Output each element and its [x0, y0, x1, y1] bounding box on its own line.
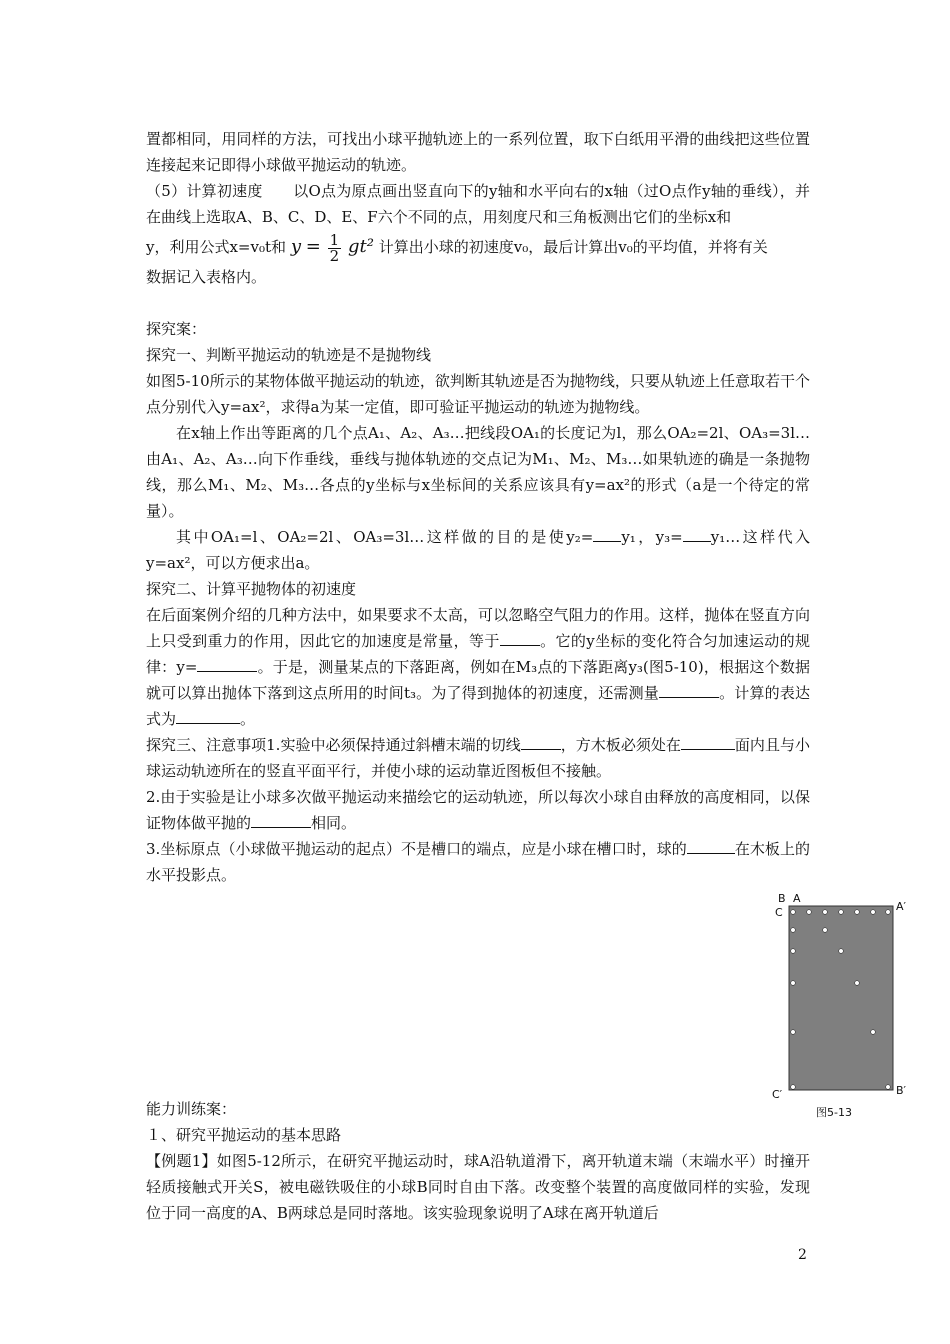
lower-text [146, 1096, 810, 1226]
blank-measure[interactable] [659, 683, 719, 698]
formula-y: y [290, 236, 301, 257]
label-c: C [775, 906, 783, 919]
label-b-prime: B′ [896, 1084, 907, 1097]
paragraph-purpose: 其中OA₁=l、OA₂=2l、OA₃=3l…这样做的目的是使y₂= y₁，y₃= y₁…这样代入y=ax²，可以方便求出a。 [146, 528, 811, 572]
dot [871, 910, 876, 915]
paragraph-trajectory: 置都相同，用同样的方法，可找出小球平抛轨迹上的一系列位置，取下白纸用平滑的曲线把这些位置连接起来记即得小球做平抛运动的轨迹。 [146, 130, 810, 174]
paragraph-parabola: 如图5-10所示的某物体做平抛运动的轨迹，欲判断其轨迹是否为抛物线，只要从轨迹上任意取若干个点分别代入y=ax²，求得a为某一定值，即可验证平抛运动的轨迹为抛物线。 [146, 372, 810, 416]
figure-5-13 [772, 890, 926, 1130]
figure-caption: 图5-13 [816, 1106, 852, 1119]
paragraph-notes-one: 探究三、注意事项1.实验中必须保持通过斜槽末端的切线 ，方木板必须处在 面内且与小球运动轨迹所在的竖直平面平行，并使小球的运动靠近图板但不接触。 [146, 736, 810, 780]
paragraph-notes-three: 3.坐标原点（小球做平抛运动的起点）不是槽口的端点，应是小球在槽口时，球的 在木板上的水平投影点。 [146, 840, 810, 884]
dot [791, 1085, 796, 1090]
dot [791, 910, 796, 915]
paragraph-table: 数据记入表格内。 [146, 268, 267, 286]
dot [839, 910, 844, 915]
dot [823, 910, 828, 915]
dot [791, 928, 796, 933]
paragraph-step5: （5）计算初速度 以O点为原点画出竖直向下的y轴和水平向右的x轴（过O点作y轴的垂线），并在曲线上选取A、B、C、D、E、F六个不同的点，用刻度尺和三角板测出它们的坐标x和 [146, 182, 810, 226]
paragraph-formula: y，利用公式x=v₀t和 y = $\frac{1}{2}$ gt² 计算出小球的初速度v₀，最后计算出v₀的平均值，并将有关 [146, 230, 768, 265]
dot [855, 981, 860, 986]
dot [823, 928, 828, 933]
dot [886, 910, 891, 915]
label-c-prime: C′ [772, 1088, 783, 1101]
blank-same[interactable] [251, 813, 311, 828]
blank-plane[interactable] [681, 735, 735, 750]
dot [807, 910, 812, 915]
paragraph-equal-points: 在x轴上作出等距离的几个点A₁、A₂、A₃…把线段OA₁的长度记为l，那么OA₂=2l、OA₃=3l…由A₁、A₂、A₃…向下作垂线，垂线与抛体轨迹的交点记为M₁、M₂、M₃…如果轨迹的确是一条抛物线，那么M₁、M₂、M₃…各点的y坐标与x坐标间的关系应该具有y=ax²的形式（a是一个待定的常量）。 [146, 424, 810, 520]
paragraph-notes-two: 2.由于实验是让小球多次做平抛运动来描绘它的运动轨迹，所以每次小球自由释放的高度相同，以保证物体做平抛的 相同。 [146, 788, 810, 832]
board-rect [789, 906, 893, 1090]
heading-explore-one: 探究一、判断平抛运动的轨迹是不是抛物线 [146, 346, 432, 364]
paragraph-example-one: 【例题1】如图5-12所示，在研究平抛运动时，球A沿轨道滑下，离开轨道末端（末端水平）时撞开轻质接触式开关S，被电磁铁吸住的小球B同时自由下落。改变整个装置的高度做同样的实验，发现位于同一高度的A、B两球总是同时落地。该实验现象说明了A球在离开轨道后 [146, 1152, 810, 1222]
dot [855, 910, 860, 915]
blank-center[interactable] [687, 839, 735, 854]
board-diagram [772, 890, 926, 1130]
page-number: 2 [798, 1247, 807, 1263]
label-b: B [778, 892, 786, 905]
section-heading-explore: 探究案： [146, 320, 207, 338]
blank-y-formula[interactable] [197, 657, 257, 672]
paragraph-initial-velocity: 在后面案例介绍的几种方法中，如果要求不太高，可以忽略空气阻力的作用。这样，抛体在竖直方向上只受到重力的作用，因此它的加速度是常量，等于 。它的y坐标的变化符合匀加速运动的规律：y= 。于是，测量某点的下落距离，例如在M₃点的下落距离y₃(图5-10)，根据这个数据就可以算出抛体下落到这点所用的时间t₃。为了得到抛体的初速度，还需测量 。计算的表达式为 。 [146, 606, 811, 728]
dot [791, 981, 796, 986]
heading-basic-idea: １、研究平抛运动的基本思路 [146, 1126, 342, 1144]
blank-y3[interactable] [683, 527, 711, 542]
blank-expression[interactable] [176, 709, 240, 724]
dot [871, 1030, 876, 1035]
label-a: A [793, 892, 801, 905]
heading-explore-two: 探究二、计算平抛物体的初速度 [146, 580, 357, 598]
section-heading-training: 能力训练案： [146, 1100, 237, 1118]
dot [791, 1030, 796, 1035]
main-text [146, 126, 810, 888]
dot [839, 949, 844, 954]
dot [886, 1085, 891, 1090]
formula-fraction: $\frac{1}{2}$ [329, 230, 340, 265]
label-a-prime: A′ [896, 900, 907, 913]
formula-gt2: gt² [347, 236, 374, 257]
dot [791, 949, 796, 954]
blank-y2[interactable] [593, 527, 621, 542]
blank-tangent[interactable] [521, 735, 561, 750]
blank-acceleration[interactable] [500, 631, 540, 646]
